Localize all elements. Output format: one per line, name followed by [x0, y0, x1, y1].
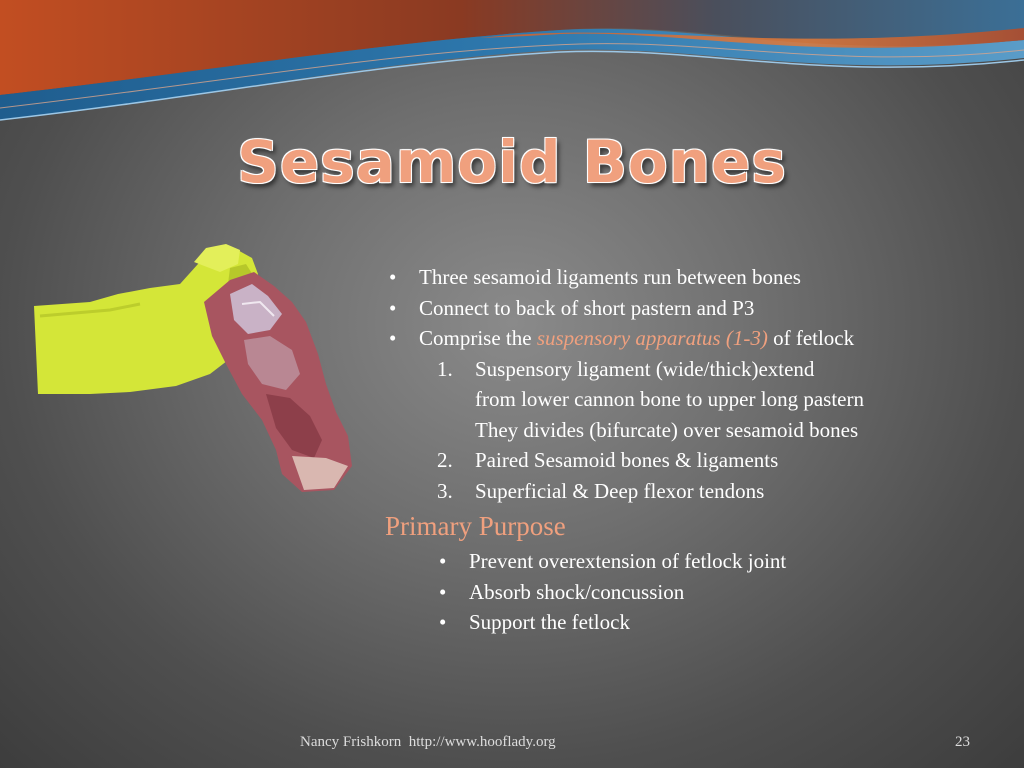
- bullet-item: [385, 323, 1015, 354]
- bullet-text: Absorb shock/concussion: [469, 579, 685, 604]
- bullet-item: [385, 607, 1015, 638]
- bullet-marker: •: [439, 610, 447, 634]
- numbered-text: Suspensory ligament (wide/thick)extend: [475, 356, 815, 381]
- numbered-item: [385, 445, 1015, 476]
- numbered-text: Superficial & Deep flexor tendons: [475, 478, 765, 503]
- bullet-text: Prevent overextension of fetlock joint: [469, 549, 787, 573]
- footer-text: Nancy Frishkorn http://www.hooflady.org: [300, 734, 556, 750]
- slide-body: [385, 262, 1015, 638]
- hoof-specimen-icon: [204, 272, 352, 492]
- bullet-text: Support the fetlock: [469, 610, 630, 634]
- bullet-text: Three sesamoid ligaments run between bones: [419, 265, 801, 289]
- numbered-text: from lower cannon bone to upper long pastern: [475, 387, 864, 411]
- bullet-text-after: of fetlock: [767, 326, 855, 350]
- numbered-item: [385, 476, 1015, 507]
- bullet-marker: •: [439, 579, 447, 604]
- numbered-text: They divides (bifurcate) over sesamoid bones: [475, 417, 859, 442]
- bullet-text: Connect to back of short pastern and P3: [419, 295, 755, 320]
- slide-title: Sesamoid Bones: [237, 128, 787, 196]
- number-marker: 2.: [437, 448, 453, 472]
- bullet-text-before: Comprise the: [419, 326, 537, 350]
- numbered-text: Paired Sesamoid bones & ligaments: [475, 448, 779, 472]
- bullet-highlight: suspensory apparatus (1-3): [536, 326, 768, 350]
- number-marker: 1.: [437, 356, 453, 381]
- numbered-item: [385, 354, 1015, 385]
- numbered-continuation: [385, 384, 1015, 415]
- bullet-marker: •: [439, 549, 447, 573]
- numbered-continuation: [385, 415, 1015, 446]
- bullet-item: [385, 546, 1015, 577]
- bullet-item: [385, 577, 1015, 608]
- bullet-item: [385, 293, 1015, 324]
- header-decoration: [0, 0, 1024, 130]
- specimen-photo: [30, 244, 370, 496]
- bullet-marker: •: [389, 295, 397, 320]
- page-number: 23: [955, 734, 970, 750]
- number-marker: 3.: [437, 478, 453, 503]
- bullet-item: [385, 262, 1015, 293]
- bullet-marker: •: [389, 326, 397, 350]
- section-heading: Primary Purpose: [385, 511, 566, 541]
- bullet-marker: •: [389, 265, 397, 289]
